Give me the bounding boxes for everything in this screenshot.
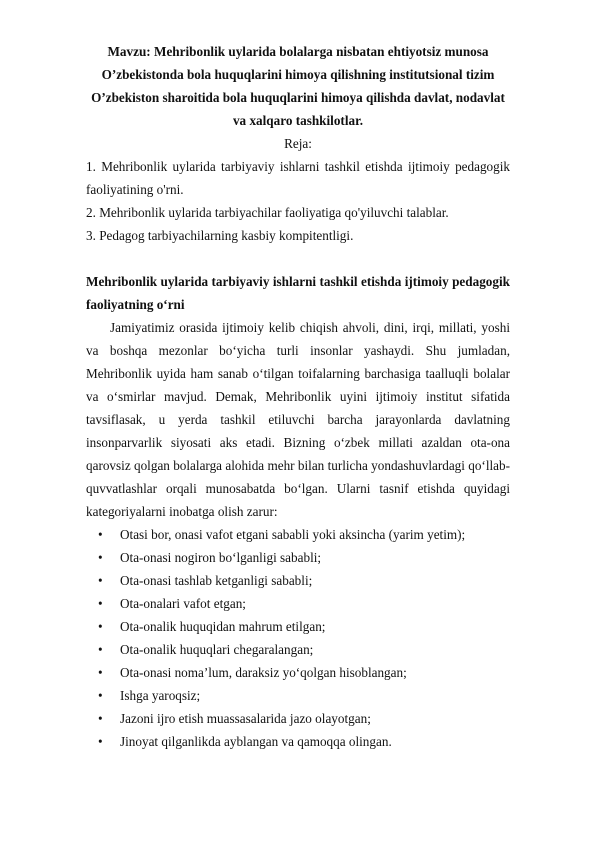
bullet-icon: • xyxy=(98,642,103,657)
list-item-text: Ota-onasi noma’lum, daraksiz yo‘qolgan hisoblangan; xyxy=(120,665,407,680)
list-item-text: Ota-onasi nogiron bo‘lganligi sababli; xyxy=(120,550,322,565)
list-item-text: Jinoyat qilganlikda ayblangan va qamoqqa olingan. xyxy=(120,734,392,749)
bullet-icon: • xyxy=(98,734,103,749)
plan-item: 3. Pedagog tarbiyachilarning kasbiy kompitentligi. xyxy=(86,228,354,243)
section-heading: Mehribonlik uylarida tarbiyaviy ishlarni tashkil etishda ijtimoiy pedagogik faoliyatning o‘rni xyxy=(86,274,510,312)
list-item-text: Otasi bor, onasi vafot etgani sababli yoki aksincha (yarim yetim); xyxy=(120,527,466,542)
plan-list xyxy=(86,155,510,247)
list-item xyxy=(86,730,510,753)
list-item xyxy=(86,684,510,707)
list-item xyxy=(86,592,510,615)
bullet-icon: • xyxy=(98,527,103,542)
bullet-icon: • xyxy=(98,573,103,588)
document-page xyxy=(86,40,510,753)
list-item xyxy=(86,661,510,684)
list-item-text: Ota-onalari vafot etgan; xyxy=(120,596,246,611)
bullet-icon: • xyxy=(98,665,103,680)
list-item xyxy=(86,707,510,730)
title-line-2: O’zbekistonda bola huquqlarini himoya qilishning institutsional tizim xyxy=(101,67,495,82)
plan-heading: Reja: xyxy=(284,136,312,151)
list-item-text: Ishga yaroqsiz; xyxy=(120,688,201,703)
blank-line xyxy=(86,247,510,270)
list-item xyxy=(86,546,510,569)
list-item-text: Jazoni ijro etish muassasalarida jazo olayotgan; xyxy=(120,711,371,726)
bullet-icon: • xyxy=(98,596,103,611)
list-item xyxy=(86,638,510,661)
category-list xyxy=(86,523,510,753)
list-item-text: Ota-onalik huquqlari chegaralangan; xyxy=(120,642,314,657)
bullet-icon: • xyxy=(98,619,103,634)
document-title xyxy=(86,40,510,132)
list-item-text: Ota-onasi tashlab ketganligi sababli; xyxy=(120,573,313,588)
list-item-text: Ota-onalik huquqidan mahrum etilgan; xyxy=(120,619,326,634)
section-paragraph: Jamiyatimiz orasida ijtimoiy kelib chiqish ahvoli, dini, irqi, millati, yoshi va boshqa mezonlar bo‘yicha turli insonlar yashaydi. Shu jumladan, Mehribonlik uyida ham sanab o‘tilgan toifalarning barchasiga taalluqli bolalar va o‘smirlar mavjud. Demak, Mehribonlik uyini ijtimoiy institut sifatida tavsiflasak, u yerda tashkil etiluvchi barcha jarayonlarda davlatning insonparvarlik siyosati aks etadi. Bizning o‘zbek millati azaldan ota-ona qarovsiz qolgan bolalarga alohida mehr bilan turlicha yondashuvlardagi qo‘llab-quvvatlashlar orqali munosabatda bo‘lgan. Ularni tasnif etishda quyidagi kategoriyalarni inobatga olish zarur: xyxy=(86,320,510,519)
list-item xyxy=(86,569,510,592)
list-item xyxy=(86,615,510,638)
bullet-icon: • xyxy=(98,711,103,726)
title-line-1: Mavzu: Mehribonlik uylarida bolalarga nisbatan ehtiyotsiz munosa xyxy=(107,44,489,59)
title-line-3: O’zbekiston sharoitida bola huquqlarini himoya qilishda davlat, nodavlat va xalqaro tashkilotlar. xyxy=(91,90,505,128)
list-item xyxy=(86,523,510,546)
plan-item: 2. Mehribonlik uylarida tarbiyachilar faoliyatiga qo'yiluvchi talablar. xyxy=(86,205,449,220)
bullet-icon: • xyxy=(98,688,103,703)
bullet-icon: • xyxy=(98,550,103,565)
plan-item: 1. Mehribonlik uylarida tarbiyaviy ishlarni tashkil etishda ijtimoiy pedagogik faoliyatining o'rni. xyxy=(86,159,510,197)
